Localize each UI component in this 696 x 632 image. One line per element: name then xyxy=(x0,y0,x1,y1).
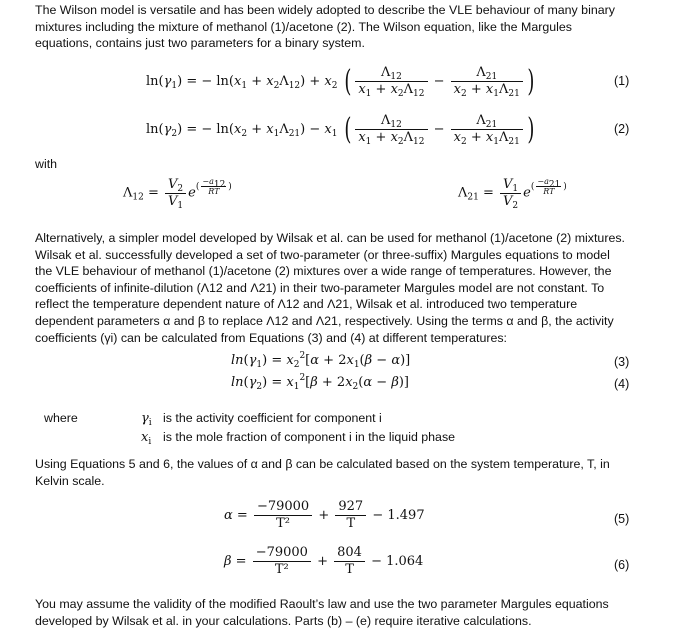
intro-line-1: The Wilson model is versatile and has been widely adopted to describe the VLE behaviour of many binary xyxy=(35,3,615,17)
equation-2: $\ln(\gamma_2)$ = − $\ln(x_2 + x_1\Lambda_{21}) - x_1$ ( $\frac{\Lambda_{12}}{x_1 + x_2\Lambda_{12}}$ − $\frac{\Lambda_{21}}{x_2 + x_1\Lambda_{21}}$ ) xyxy=(146,111,535,147)
wilsak-line-1: Alternatively, a simpler model developed by Wilsak et al. can be used for methanol (1)/acetone (2) mixtures. xyxy=(35,231,625,245)
assumption-line-2: developed by Wilsak et al. in your calculations. Parts (b) – (e) require iterative calculations. xyxy=(35,613,532,628)
wilsak-line-2: Wilsak et al. successfully developed a set of two-parameter (or three-suffix) Margules equations to model xyxy=(35,247,610,262)
gamma-definition: $\gamma_i$ is the activity coefficient for component i xyxy=(141,411,382,428)
wilsak-line-5: reflect the temperature dependent nature of Λ12 and Λ21, Wilsak et al. introduced two temperature xyxy=(35,297,578,312)
lambda-12-definition: $\Lambda_{12}$ = $\frac{V_2}{V_1}$ e( $\frac{-a_{12}}{RT}$ ) xyxy=(123,176,232,211)
equation-6-number: (6) xyxy=(614,558,630,572)
equation-1: $\ln(\gamma_1)$ = − $\ln(x_1 + x_2\Lambda_{12}) + x_2$ ( $\frac{\Lambda_{12}}{x_1 + x_2\Lambda_{12}}$ − $\frac{\Lambda_{21}}{x_2 + x_1\Lambda_{21}}$ ) xyxy=(146,63,535,99)
equation-4: $\ln(\gamma_2) = x_1^2[\beta + 2x_2(\alpha - \beta)]$ xyxy=(231,373,409,392)
where-label: where xyxy=(44,411,78,425)
intro-line-3: equations, contains just two parameters for a binary system. xyxy=(35,36,365,51)
temperature-line-2: Kelvin scale. xyxy=(35,473,105,488)
equation-1-number: (1) xyxy=(614,74,630,88)
equation-5: α = $\frac{-79000}{\text{T²}}$ + $\frac{927}{T}$ − 1.497 xyxy=(224,499,425,531)
wilsak-line-4: coefficients of infinite-dilution (Λ12 and Λ21) in their two-parameter Margules model are not constant. To xyxy=(35,280,605,295)
wilsak-line-3: the VLE behaviour of methanol (1)/acetone (2) mixtures over a wide range of temperatures. However, the xyxy=(35,264,612,279)
wilsak-line-6: dependent parameters α and β to replace Λ12 and Λ21, respectively. Using the terms α and β, the activity xyxy=(35,313,614,328)
wilsak-line-7: coefficients (γi) can be calculated from Equations (3) and (4) at different temperatures: xyxy=(35,330,507,345)
equation-2-number: (2) xyxy=(614,122,630,136)
equation-5-number: (5) xyxy=(614,512,630,526)
intro-line-2: mixtures including the mixture of methanol (1)/acetone (2). The Wilson equation, like the Margules xyxy=(35,19,572,34)
equation-4-number: (4) xyxy=(614,377,630,391)
temperature-paragraph xyxy=(35,456,655,489)
wilsak-paragraph xyxy=(35,230,655,346)
temperature-line-1: Using Equations 5 and 6, the values of α and β can be calculated based on the system temperature, T, in xyxy=(35,457,610,471)
equation-6: β = $\frac{-79000}{\text{T²}}$ + $\frac{804}{T}$ − 1.064 xyxy=(224,545,424,577)
lambda-21-definition: $\Lambda_{21}$ = $\frac{V_1}{V_2}$ e( $\frac{-a_{21}}{RT}$ ) xyxy=(458,176,567,211)
intro-paragraph xyxy=(35,2,655,52)
assumption-paragraph xyxy=(35,596,655,629)
equation-3: $\ln(\gamma_1) = x_2^2[\alpha + 2x_1(\beta - \alpha)]$ xyxy=(231,351,411,370)
assumption-line-1: You may assume the validity of the modified Raoult’s law and use the two parameter Margules equations xyxy=(35,597,609,611)
with-label: with xyxy=(35,157,58,171)
symbol-definitions xyxy=(141,409,455,447)
x-definition: $x_i$ is the mole fraction of component i in the liquid phase xyxy=(141,430,456,447)
equation-3-number: (3) xyxy=(614,355,630,369)
